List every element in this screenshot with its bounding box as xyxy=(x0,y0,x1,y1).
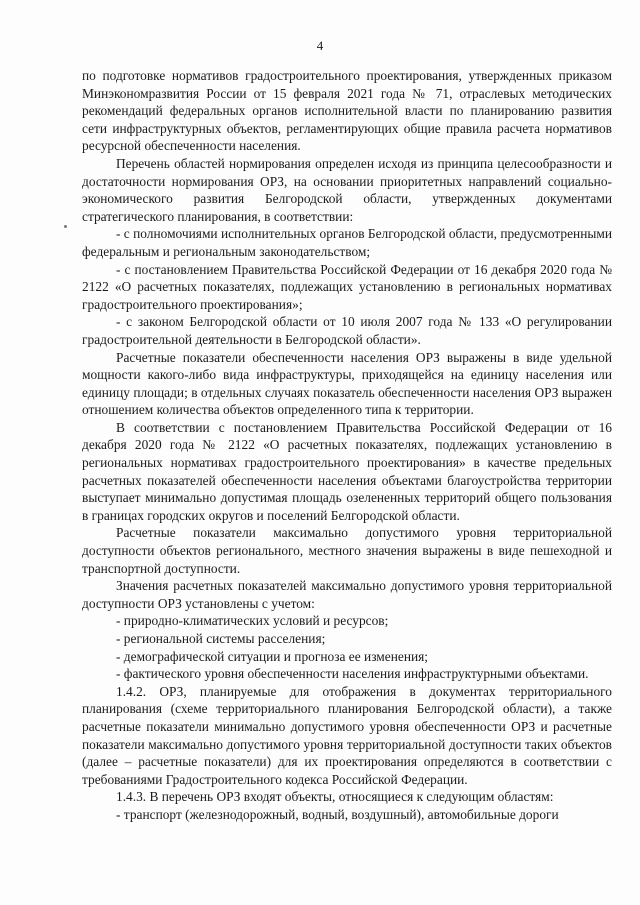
page-number: 4 xyxy=(316,38,324,53)
margin-mark xyxy=(64,225,67,228)
document-body xyxy=(82,67,612,824)
paragraph: В соответствии с постановлением Правительства Российской Федерации от 16 декабря 2020 года № 2122 «О расчетных показателях, подлежащих установлению в региональных нормативах градостроительного проектирования» в качестве предельных расчетных показателей обеспеченности населения объектами благоустройства территории выступает минимально допустимая площадь озелененных территорий общего пользования в границах городских округов и поселений Белгородской области. xyxy=(82,419,612,523)
list-item: - фактического уровня обеспеченности населения инфраструктурными объектами. xyxy=(116,666,589,682)
list-item: - демографической ситуации и прогноза ее изменения; xyxy=(116,648,429,664)
paragraph: Значения расчетных показателей максимально допустимого уровня территориальной доступности ОРЗ установлены с учетом: xyxy=(82,578,612,611)
paragraph: 1.4.3. В перечень ОРЗ входят объекты, относящиеся к следующим областям: xyxy=(116,789,554,805)
paragraph: по подготовке нормативов градостроительного проектирования, утвержденных приказом Минэкономразвития России от 15 февраля 2021 года № 71, отраслевых методических рекомендаций федеральных органов исполнительной власти по планированию развития сети инфраструктурных объектов, регламентирующих общие правила расчета нормативов ресурсной обеспеченности населения. xyxy=(82,68,612,154)
paragraph: Расчетные показатели максимально допустимого уровня территориальной доступности объектов регионального, местного значения выражены в виде пешеходной и транспортной доступности. xyxy=(82,525,612,576)
list-item: - природно-климатических условий и ресурсов; xyxy=(116,613,389,629)
paragraph: Расчетные показатели обеспеченности населения ОРЗ выражены в виде удельной мощности какого-либо вида инфраструктуры, приходящейся на единицу населения или единицу площади; в отдельных случаях показатель обеспеченности населения ОРЗ выражен отношением количества объектов определенного типа к территории. xyxy=(82,349,612,418)
list-item: - с постановлением Правительства Российской Федерации от 16 декабря 2020 года № 2122 «О расчетных показателях, подлежащих установлению в региональных нормативах градостроительного проектирования»; xyxy=(82,261,612,312)
paragraph: Перечень областей нормирования определен исходя из принципа целесообразности и достаточности нормирования ОРЗ, на основании приоритетных направлений социально-экономического развития Белгородской области, утвержденных документами стратегического планирования, в соответствии: xyxy=(82,155,612,224)
list-item: - с законом Белгородской области от 10 июля 2007 года № 133 «О регулировании градостроительной деятельности в Белгородской области». xyxy=(82,314,612,347)
paragraph: 1.4.2. ОРЗ, планируемые для отображения в документах территориального планирования (схеме территориального планирования Белгородской области), а также расчетные показатели минимально допустимого уровня обеспеченности ОРЗ и расчетные показатели максимально допустимого уровня территориальной доступности таких объектов (далее – расчетные показатели) для их проектирования определяются в соответствии с требованиями Градостроительного кодекса Российской Федерации. xyxy=(82,683,612,787)
list-item: - региональной системы расселения; xyxy=(116,631,326,646)
list-item: - с полномочиями исполнительных органов Белгородской области, предусмотренными федеральным и региональным законодательством; xyxy=(82,226,613,259)
list-item: - транспорт (железнодорожный, водный, воздушный), автомобильные дороги xyxy=(116,806,559,822)
